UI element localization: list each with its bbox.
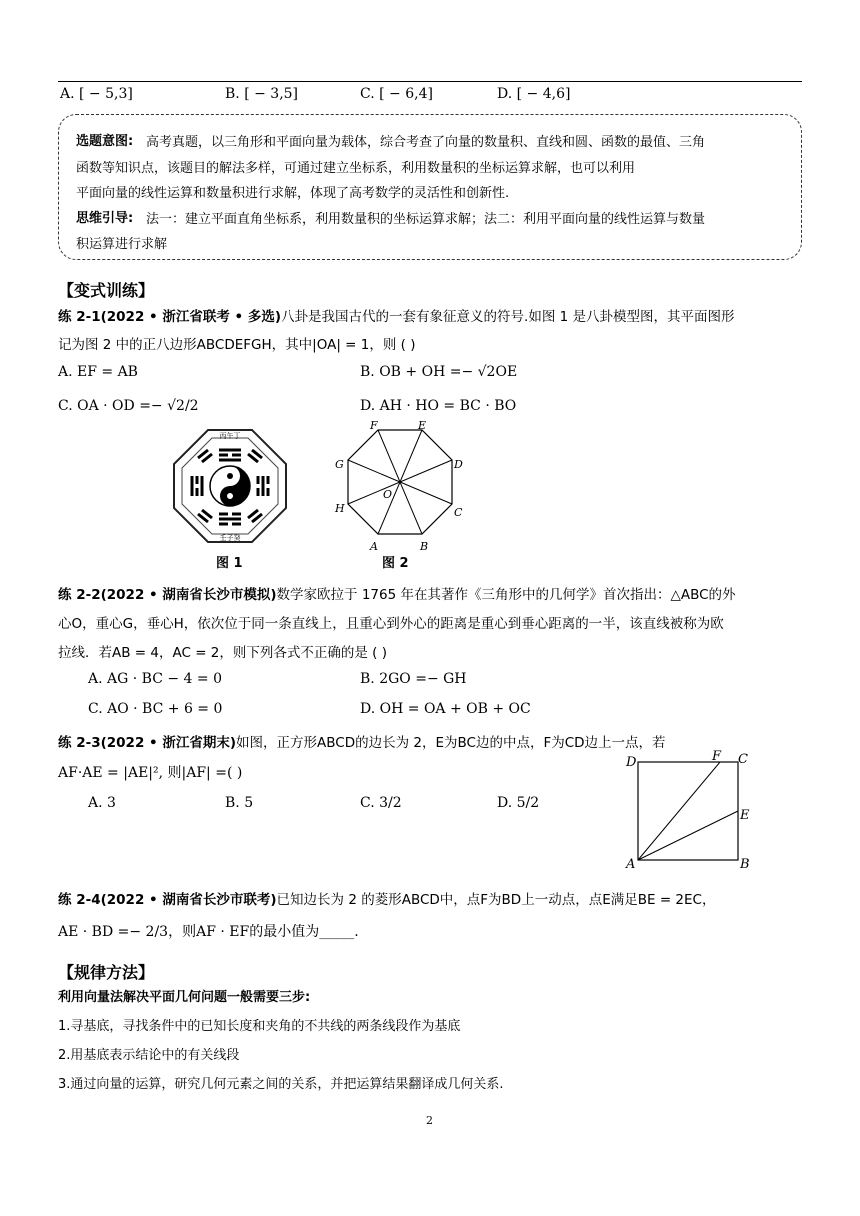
p22-opt-b: B. 2GO =− GH <box>360 671 467 687</box>
sq-label-b: B <box>740 857 750 872</box>
p22-opt-d: D. OH = OA + OB + OC <box>360 701 531 717</box>
intent-text-2: 函数等知识点，该题目的解法多样，可通过建立坐标系，利用数量积的坐标运算求解，也可以利用 <box>76 161 636 176</box>
p23-opt-b: B. 5 <box>225 795 254 811</box>
p23-line2: AF·AE = |AE|², 则|AF| =( ) <box>58 765 243 781</box>
thinking-text-2: 积运算进行求解 <box>76 237 168 252</box>
p21-opt-a: A. EF = AB <box>58 364 138 380</box>
p21-opt-b: B. OB + OH =− √2OE <box>360 364 518 380</box>
oct-label-f: F <box>370 420 378 432</box>
oct-label-o: O <box>383 488 393 501</box>
oct-label-d: D <box>454 458 463 471</box>
p21-head: 练 2-1(2022 • 浙江省联考 • 多选) <box>58 309 282 325</box>
p22-line3: 拉线．若AB = 4，AC = 2，则下列各式不正确的是 ( ) <box>58 645 388 661</box>
intent-text-1: 高考真题，以三角形和平面向量为载体，综合考查了向量的数量积、直线和圆、函数的最值、三角 <box>146 135 706 150</box>
sq-label-e: E <box>740 808 750 823</box>
oct-label-c: C <box>454 506 463 519</box>
bagua-figure <box>170 428 290 546</box>
p23-line1: 如图，正方形ABCD的边长为 2，E为BC边的中点，F为CD边上一点，若 <box>236 735 666 751</box>
thinking-label: 思维引导: <box>76 211 134 226</box>
method-step-2: 2.用基底表示结论中的有关线段 <box>58 1048 240 1063</box>
sq-label-d: D <box>626 755 637 770</box>
oct-label-a: A <box>370 540 378 553</box>
fig1-caption: 图 1 <box>216 556 243 571</box>
thinking-text-1: 法一：建立平面直角坐标系，利用数量积的坐标运算求解；法二：利用平面向量的线性运算与数量 <box>146 212 706 227</box>
p24-line1: 已知边长为 2 的菱形ABCD中，点F为BD上一动点，点E满足BE = 2EC， <box>276 892 716 908</box>
bagua-top-label: 丙午丁 <box>219 432 241 440</box>
intent-label: 选题意图: <box>76 134 134 149</box>
section-title-variant: 【变式训练】 <box>58 281 155 300</box>
p22-line1: 数学家欧拉于 1765 年在其著作《三角形中的几何学》首次指出：△ABC的外 <box>276 587 736 603</box>
octagon-figure <box>330 420 470 555</box>
option-b: B. [ − 3,5] <box>225 86 299 102</box>
method-step-1: 1.寻基底，寻找条件中的已知长度和夹角的不共线的两条线段作为基底 <box>58 1019 461 1034</box>
option-c: C. [ − 6,4] <box>360 86 433 102</box>
sq-label-f: F <box>712 750 722 764</box>
section-title-method: 【规律方法】 <box>58 963 155 982</box>
p24-line2: AE · BD =− 2/3，则AF · EF的最小值为_____. <box>58 924 359 940</box>
sq-label-c: C <box>738 752 748 767</box>
p22-opt-c: C. AO · BC + 6 = 0 <box>88 701 223 717</box>
bagua-bottom-label: 壬子癸 <box>219 534 241 542</box>
method-intro: 利用向量法解决平面几何问题一般需要三步: <box>58 990 311 1005</box>
p23-head: 练 2-3(2022 • 浙江省期末) <box>58 735 237 751</box>
p22-opt-a: A. AG · BC − 4 = 0 <box>88 671 222 687</box>
oct-label-b: B <box>420 540 429 553</box>
square-figure <box>620 750 760 872</box>
p21-line1: 八卦是我国古代的一套有象征意义的符号.如图 1 是八卦模型图，其平面图形 <box>281 309 735 325</box>
p22-line2: 心O，重心G，垂心H，依次位于同一条直线上，且重心到外心的距离是重心到垂心距离的一半，该直线被称为欧 <box>58 616 724 632</box>
page-number: 2 <box>426 1114 433 1127</box>
method-step-3: 3.通过向量的运算，研究几何元素之间的关系，并把运算结果翻译成几何关系. <box>58 1077 504 1092</box>
top-rule <box>58 81 802 82</box>
p23-opt-a: A. 3 <box>88 795 116 811</box>
p24-head: 练 2-4(2022 • 湖南省长沙市联考) <box>58 892 277 908</box>
oct-label-h: H <box>335 502 345 515</box>
p23-opt-c: C. 3/2 <box>360 795 402 811</box>
p23-opt-d: D. 5/2 <box>497 795 540 811</box>
p21-opt-c: C. OA · OD =− √2/2 <box>58 398 199 414</box>
p21-line2: 记为图 2 中的正八边形ABCDEFGH，其中|OA| = 1，则 ( ) <box>58 337 416 353</box>
oct-label-e: E <box>418 420 427 432</box>
p22-head: 练 2-2(2022 • 湖南省长沙市模拟) <box>58 587 277 603</box>
oct-label-g: G <box>335 458 344 471</box>
fig2-caption: 图 2 <box>382 556 409 571</box>
sq-label-a: A <box>626 857 636 872</box>
p21-opt-d: D. AH · HO = BC · BO <box>360 398 517 414</box>
intent-text-3: 平面向量的线性运算和数量积进行求解，体现了高考数学的灵活性和创新性. <box>76 186 510 201</box>
option-a: A. [ − 5,3] <box>60 86 133 102</box>
option-d: D. [ − 4,6] <box>497 86 571 102</box>
